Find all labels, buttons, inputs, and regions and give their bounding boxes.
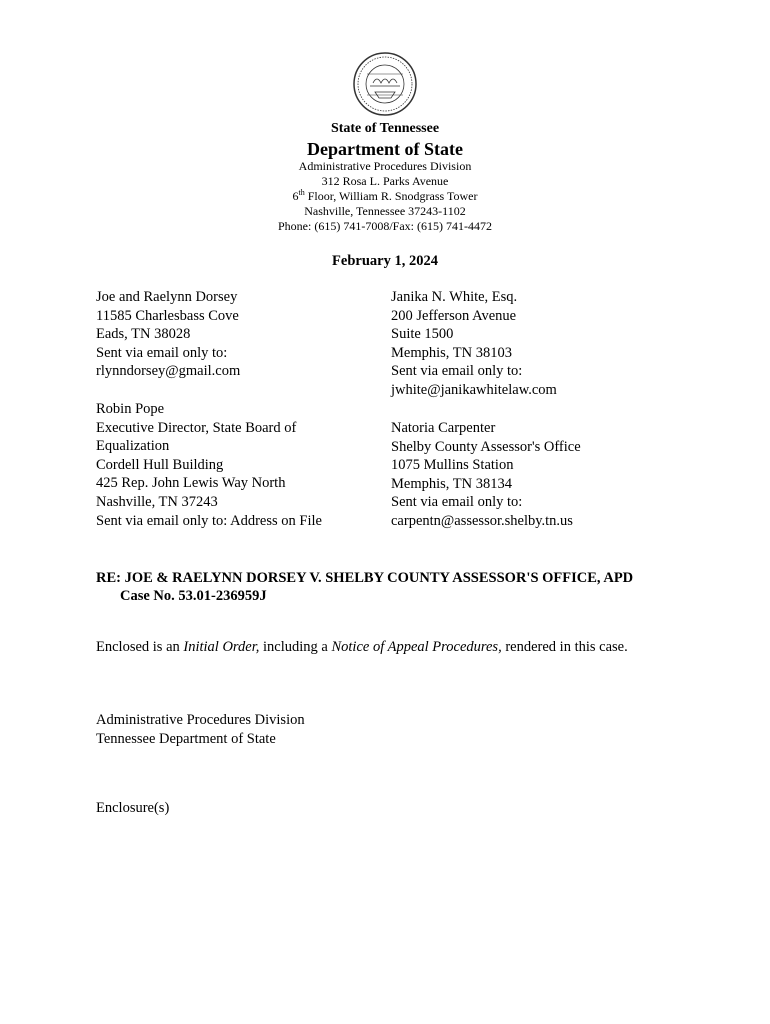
email-address: rlynndorsey@gmail.com: [96, 363, 241, 380]
enclosure-note: Enclosure(s): [96, 800, 170, 816]
address-line: 200 Jefferson Avenue: [391, 307, 517, 324]
recipient-white: [391, 288, 557, 400]
address-line: 11585 Charlesbass Cove: [96, 307, 239, 324]
address-line: Nashville, TN 37243: [96, 493, 218, 510]
address-line: 1075 Mullins Station: [391, 457, 514, 474]
recipient-pope: [96, 400, 322, 530]
tennessee-state-seal-icon: [353, 52, 417, 116]
city-address: Nashville, Tennessee 37243-1102: [304, 204, 466, 218]
division-name: Administrative Procedures Division: [298, 159, 472, 173]
address-line: 425 Rep. John Lewis Way North: [96, 475, 286, 492]
body-paragraph: Enclosed is an Initial Order, including a Notice of Appeal Procedures, rendered in this case.: [96, 639, 628, 655]
address-line: Suite 1500: [391, 326, 454, 343]
initial-order-title: Initial Order,: [183, 639, 260, 655]
email-address: jwhite@janikawhitelaw.com: [391, 381, 557, 398]
phone-fax: Phone: (615) 741-7008/Fax: (615) 741-4472: [278, 219, 492, 233]
address-line: Sent via email only to: Address on File: [96, 512, 322, 529]
address-line: Executive Director, State Board of: [96, 419, 297, 436]
state-name: State of Tennessee: [330, 121, 440, 136]
recipient-carpenter: [391, 419, 581, 531]
department-name: Department of State: [307, 139, 463, 159]
signature-line: Administrative Procedures Division: [96, 712, 305, 728]
re-line: [96, 569, 633, 605]
recipient-dorsey: [96, 288, 240, 381]
address-line: Sent via email only to:: [391, 494, 523, 511]
letter-date: February 1, 2024: [332, 253, 438, 269]
re-caption: RE: JOE & RAELYNN DORSEY V. SHELBY COUNTY ASSESSOR'S OFFICE, APD: [96, 570, 634, 586]
signature-block: [96, 711, 305, 748]
street-address: 312 Rosa L. Parks Avenue: [321, 174, 449, 188]
address-line: Eads, TN 38028: [96, 326, 191, 343]
floor-address: 6th Floor, William R. Snodgrass Tower: [292, 188, 478, 203]
address-line: Memphis, TN 38134: [391, 475, 512, 492]
address-line: Memphis, TN 38103: [391, 344, 512, 361]
signature-line: Tennessee Department of State: [96, 730, 276, 747]
notice-title: Notice of Appeal Procedures,: [331, 639, 502, 655]
address-line: Sent via email only to:: [96, 344, 228, 361]
address-line: Equalization: [96, 438, 170, 455]
address-line: Shelby County Assessor's Office: [391, 438, 581, 455]
address-line: Natoria Carpenter: [391, 420, 496, 436]
email-address: carpentn@assessor.shelby.tn.us: [391, 512, 573, 529]
address-line: Robin Pope: [96, 401, 165, 417]
address-line: Cordell Hull Building: [96, 456, 224, 473]
case-number: Case No. 53.01-236959J: [120, 588, 267, 604]
address-line: Sent via email only to:: [391, 363, 523, 380]
address-line: Janika N. White, Esq.: [391, 289, 518, 305]
address-line: Joe and Raelynn Dorsey: [96, 289, 238, 305]
